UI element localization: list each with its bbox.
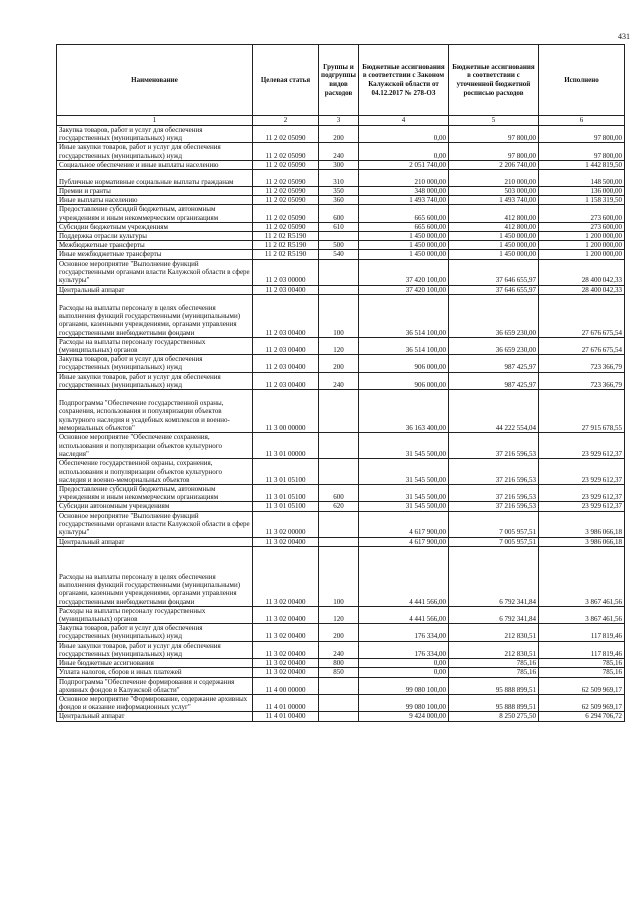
cell-name: Закупка товаров, работ и услуг для обеспечения государственных (муниципальных) нужд — [57, 624, 253, 641]
cell-executed: 3 986 066,18 — [539, 511, 625, 537]
table-row — [57, 537, 625, 546]
cell-executed: 3 867 461,56 — [539, 606, 625, 623]
cell-plan-allocation: 1 450 000,00 — [449, 250, 539, 259]
cell-expense-group — [319, 694, 359, 711]
cell-expense-group: 500 — [319, 241, 359, 250]
column-number: 3 — [319, 116, 359, 126]
cell-executed: 23 929 612,37 — [539, 459, 625, 485]
cell-plan-allocation: 36 659 230,00 — [449, 294, 539, 337]
cell-executed: 27 676 675,54 — [539, 294, 625, 337]
cell-target-code: 11 2 02 05090 — [253, 160, 319, 169]
cell-plan-allocation: 210 000,00 — [449, 170, 539, 187]
cell-name: Центральный аппарат — [57, 537, 253, 546]
cell-name: Центральный аппарат — [57, 712, 253, 721]
cell-target-code: 11 3 02 00400 — [253, 624, 319, 641]
cell-law-allocation: 906 000,00 — [359, 355, 449, 372]
cell-law-allocation: 99 080 100,00 — [359, 694, 449, 711]
cell-executed: 23 929 612,37 — [539, 433, 625, 459]
table-row — [57, 205, 625, 222]
cell-plan-allocation: 785,16 — [449, 659, 539, 668]
table-row — [57, 677, 625, 694]
cell-target-code: 11 3 02 00400 — [253, 659, 319, 668]
cell-expense-group: 200 — [319, 624, 359, 641]
cell-executed: 6 294 706,72 — [539, 712, 625, 721]
cell-law-allocation: 0,00 — [359, 143, 449, 160]
cell-law-allocation: 4 441 566,00 — [359, 606, 449, 623]
cell-executed: 23 929 612,37 — [539, 502, 625, 511]
cell-plan-allocation: 44 222 554,04 — [449, 390, 539, 433]
cell-target-code: 11 2 02 05090 — [253, 143, 319, 160]
cell-plan-allocation: 37 216 596,53 — [449, 433, 539, 459]
cell-plan-allocation: 1 493 740,00 — [449, 196, 539, 205]
cell-plan-allocation: 6 792 341,84 — [449, 606, 539, 623]
cell-expense-group: 240 — [319, 143, 359, 160]
cell-law-allocation: 4 617 900,00 — [359, 511, 449, 537]
table-row — [57, 337, 625, 354]
table-row — [57, 668, 625, 677]
cell-executed: 273 600,00 — [539, 222, 625, 231]
cell-name: Подпрограмма "Обеспечение государственной охраны, сохранения, использования и популяризации объектов культурного наследия и усадебных комплексов и военно-мемориальных объектов" — [57, 390, 253, 433]
table-row — [57, 485, 625, 502]
cell-name: Расходы на выплаты персоналу в целях обеспечения выполнения функций государственными (муниципальными) органами, казенными учреждениями, органами управления государственными внебюджетными фондами — [57, 546, 253, 606]
cell-target-code: 11 2 02 05090 — [253, 205, 319, 222]
cell-plan-allocation: 1 450 000,00 — [449, 232, 539, 241]
table-row — [57, 160, 625, 169]
cell-expense-group: 350 — [319, 187, 359, 196]
cell-target-code: 11 2 03 00400 — [253, 355, 319, 372]
cell-plan-allocation: 97 800,00 — [449, 126, 539, 143]
cell-plan-allocation: 412 800,00 — [449, 205, 539, 222]
cell-plan-allocation: 412 800,00 — [449, 222, 539, 231]
cell-target-code: 11 3 00 00000 — [253, 390, 319, 433]
cell-target-code: 11 2 02 05090 — [253, 222, 319, 231]
cell-law-allocation: 31 545 500,00 — [359, 459, 449, 485]
cell-expense-group — [319, 677, 359, 694]
cell-plan-allocation: 37 216 596,53 — [449, 459, 539, 485]
cell-name: Закупка товаров, работ и услуг для обеспечения государственных (муниципальных) нужд — [57, 355, 253, 372]
cell-law-allocation: 36 163 400,00 — [359, 390, 449, 433]
table-row — [57, 511, 625, 537]
table-row — [57, 241, 625, 250]
header-code: Целевая статья — [253, 45, 319, 116]
cell-target-code: 11 3 02 00000 — [253, 511, 319, 537]
cell-plan-allocation: 987 425,97 — [449, 355, 539, 372]
cell-expense-group: 240 — [319, 641, 359, 658]
cell-law-allocation: 176 334,00 — [359, 624, 449, 641]
cell-law-allocation: 1 450 000,00 — [359, 241, 449, 250]
cell-law-allocation: 37 420 100,00 — [359, 259, 449, 285]
cell-law-allocation: 1 450 000,00 — [359, 250, 449, 259]
cell-name: Социальное обеспечение и иные выплаты населению — [57, 160, 253, 169]
cell-name: Уплата налогов, сборов и иных платежей — [57, 668, 253, 677]
cell-executed: 97 800,00 — [539, 126, 625, 143]
cell-target-code: 11 2 03 00400 — [253, 285, 319, 294]
column-number: 2 — [253, 116, 319, 126]
cell-executed: 3 986 066,18 — [539, 537, 625, 546]
cell-law-allocation: 99 080 100,00 — [359, 677, 449, 694]
cell-name: Публичные нормативные социальные выплаты гражданам — [57, 170, 253, 187]
cell-name: Иные бюджетные ассигнования — [57, 659, 253, 668]
cell-law-allocation: 0,00 — [359, 659, 449, 668]
cell-executed: 62 509 969,17 — [539, 677, 625, 694]
cell-expense-group — [319, 390, 359, 433]
cell-plan-allocation: 97 800,00 — [449, 143, 539, 160]
table-row — [57, 196, 625, 205]
cell-law-allocation: 0,00 — [359, 126, 449, 143]
cell-name: Предоставление субсидий бюджетным, автономным учреждениям и иным некоммерческим организациям — [57, 485, 253, 502]
cell-expense-group — [319, 511, 359, 537]
cell-name: Закупка товаров, работ и услуг для обеспечения государственных (муниципальных) нужд — [57, 126, 253, 143]
table-row — [57, 126, 625, 143]
cell-law-allocation: 31 545 500,00 — [359, 433, 449, 459]
cell-law-allocation: 4 617 900,00 — [359, 537, 449, 546]
cell-executed: 28 400 042,33 — [539, 259, 625, 285]
cell-name: Основное мероприятие "Формирование, содержание архивных фондов и оказание информационных услуг" — [57, 694, 253, 711]
cell-executed: 273 600,00 — [539, 205, 625, 222]
table-row — [57, 624, 625, 641]
header-row — [57, 45, 625, 116]
cell-name: Субсидии бюджетным учреждениям — [57, 222, 253, 231]
table-row — [57, 502, 625, 511]
cell-expense-group: 100 — [319, 546, 359, 606]
cell-executed: 27 915 678,55 — [539, 390, 625, 433]
cell-plan-allocation: 37 646 655,97 — [449, 285, 539, 294]
cell-plan-allocation: 1 450 000,00 — [449, 241, 539, 250]
cell-plan-allocation: 987 425,97 — [449, 372, 539, 389]
table-row — [57, 372, 625, 389]
cell-target-code: 11 2 02 05090 — [253, 126, 319, 143]
cell-plan-allocation: 212 830,51 — [449, 641, 539, 658]
table-row — [57, 143, 625, 160]
cell-target-code: 11 3 01 05100 — [253, 459, 319, 485]
cell-target-code: 11 3 01 05100 — [253, 502, 319, 511]
cell-plan-allocation: 8 250 275,50 — [449, 712, 539, 721]
cell-expense-group: 310 — [319, 170, 359, 187]
budget-table — [56, 44, 625, 722]
cell-plan-allocation: 2 206 740,00 — [449, 160, 539, 169]
cell-expense-group: 800 — [319, 659, 359, 668]
cell-target-code: 11 2 02 R5190 — [253, 250, 319, 259]
cell-executed: 117 819,46 — [539, 624, 625, 641]
cell-target-code: 11 2 03 00400 — [253, 372, 319, 389]
cell-executed: 97 800,00 — [539, 143, 625, 160]
column-number: 1 — [57, 116, 253, 126]
cell-plan-allocation: 37 216 596,53 — [449, 502, 539, 511]
table-row — [57, 187, 625, 196]
table-row — [57, 433, 625, 459]
cell-name: Иные закупки товаров, работ и услуг для обеспечения государственных (муниципальных) нужд — [57, 641, 253, 658]
cell-target-code: 11 2 02 05090 — [253, 187, 319, 196]
cell-expense-group: 120 — [319, 606, 359, 623]
cell-expense-group — [319, 537, 359, 546]
column-number: 6 — [539, 116, 625, 126]
cell-executed: 3 867 461,56 — [539, 546, 625, 606]
cell-target-code: 11 2 02 R5190 — [253, 241, 319, 250]
cell-name: Иные межбюджетные трансферты — [57, 250, 253, 259]
cell-law-allocation: 665 600,00 — [359, 205, 449, 222]
cell-law-allocation: 1 493 740,00 — [359, 196, 449, 205]
cell-plan-allocation: 95 888 899,51 — [449, 677, 539, 694]
cell-target-code: 11 2 02 R5190 — [253, 232, 319, 241]
cell-law-allocation: 665 600,00 — [359, 222, 449, 231]
cell-law-allocation: 348 000,00 — [359, 187, 449, 196]
header-group: Группы и подгруппы видов расходов — [319, 45, 359, 116]
cell-name: Центральный аппарат — [57, 285, 253, 294]
cell-name: Премии и гранты — [57, 187, 253, 196]
cell-expense-group — [319, 232, 359, 241]
cell-target-code: 11 3 02 00400 — [253, 537, 319, 546]
cell-target-code: 11 3 01 00000 — [253, 433, 319, 459]
cell-name: Расходы на выплаты персоналу государственных (муниципальных) органов — [57, 606, 253, 623]
cell-law-allocation: 31 545 500,00 — [359, 502, 449, 511]
cell-name: Подпрограмма "Обеспечение формирования и содержания архивных фондов в Калужской области" — [57, 677, 253, 694]
cell-plan-allocation: 95 888 899,51 — [449, 694, 539, 711]
cell-name: Иные закупки товаров, работ и услуг для обеспечения государственных (муниципальных) нужд — [57, 143, 253, 160]
cell-expense-group: 540 — [319, 250, 359, 259]
cell-executed: 1 200 000,00 — [539, 250, 625, 259]
cell-target-code: 11 3 02 00400 — [253, 668, 319, 677]
cell-executed: 23 929 612,37 — [539, 485, 625, 502]
table-row — [57, 712, 625, 721]
table-row — [57, 259, 625, 285]
header-executed: Исполнено — [539, 45, 625, 116]
cell-target-code: 11 2 03 00400 — [253, 294, 319, 337]
cell-expense-group: 240 — [319, 372, 359, 389]
cell-plan-allocation: 6 792 341,84 — [449, 546, 539, 606]
cell-executed: 785,16 — [539, 668, 625, 677]
cell-expense-group: 200 — [319, 355, 359, 372]
cell-law-allocation: 9 424 000,00 — [359, 712, 449, 721]
cell-law-allocation: 176 334,00 — [359, 641, 449, 658]
cell-name: Основное мероприятие "Обеспечение сохранения, использования и популяризации объектов культурного наследия" — [57, 433, 253, 459]
cell-expense-group: 620 — [319, 502, 359, 511]
cell-target-code: 11 2 03 00000 — [253, 259, 319, 285]
cell-expense-group — [319, 459, 359, 485]
cell-name: Субсидии автономным учреждениям — [57, 502, 253, 511]
cell-executed: 723 366,79 — [539, 372, 625, 389]
cell-target-code: 11 4 01 00400 — [253, 712, 319, 721]
cell-target-code: 11 3 01 05100 — [253, 485, 319, 502]
column-number: 4 — [359, 116, 449, 126]
cell-target-code: 11 3 02 00400 — [253, 546, 319, 606]
table-row — [57, 641, 625, 658]
cell-name: Расходы на выплаты персоналу в целях обеспечения выполнения функций государственными (муниципальными) органами, казенными учреждениями, органами управления государственными внебюджетными фондами — [57, 294, 253, 337]
cell-name: Основное мероприятие "Выполнение функций государственными органами власти Калужской области в сфере культуры" — [57, 511, 253, 537]
cell-name: Иные закупки товаров, работ и услуг для обеспечения государственных (муниципальных) нужд — [57, 372, 253, 389]
cell-executed: 148 500,00 — [539, 170, 625, 187]
header-name: Наименование — [57, 45, 253, 116]
cell-executed: 117 819,46 — [539, 641, 625, 658]
header-plan-allocation: Бюджетные ассигнования в соответствии с уточненной бюджетной росписью расходов — [449, 45, 539, 116]
cell-expense-group: 200 — [319, 126, 359, 143]
cell-law-allocation: 4 441 566,00 — [359, 546, 449, 606]
table-row — [57, 250, 625, 259]
table-row — [57, 285, 625, 294]
cell-name: Обеспечение государственной охраны, сохранения, использования и популяризации объектов культурного наследия и военно-мемориальных объектов — [57, 459, 253, 485]
cell-target-code: 11 2 02 05090 — [253, 196, 319, 205]
cell-law-allocation: 31 545 500,00 — [359, 485, 449, 502]
table-row — [57, 606, 625, 623]
cell-law-allocation: 906 000,00 — [359, 372, 449, 389]
cell-law-allocation: 37 420 100,00 — [359, 285, 449, 294]
table-row — [57, 294, 625, 337]
cell-law-allocation: 1 450 000,00 — [359, 232, 449, 241]
cell-law-allocation: 36 514 100,00 — [359, 294, 449, 337]
cell-plan-allocation: 37 646 655,97 — [449, 259, 539, 285]
table-row — [57, 232, 625, 241]
page-number: 431 — [618, 32, 630, 41]
cell-target-code: 11 4 01 00000 — [253, 694, 319, 711]
cell-law-allocation: 210 000,00 — [359, 170, 449, 187]
column-number-row — [57, 116, 625, 126]
table-row — [57, 355, 625, 372]
cell-plan-allocation: 785,16 — [449, 668, 539, 677]
table-row — [57, 659, 625, 668]
table-row — [57, 222, 625, 231]
cell-name: Иные выплаты населению — [57, 196, 253, 205]
cell-name: Поддержка отрасли культуры — [57, 232, 253, 241]
cell-expense-group — [319, 285, 359, 294]
cell-plan-allocation: 36 659 230,00 — [449, 337, 539, 354]
table-row — [57, 546, 625, 606]
header-law-allocation: Бюджетные ассигнования в соответствии с Законом Калужской области от 04.12.2017 № 278-ОЗ — [359, 45, 449, 116]
cell-target-code: 11 3 02 00400 — [253, 606, 319, 623]
cell-expense-group — [319, 259, 359, 285]
cell-law-allocation: 36 514 100,00 — [359, 337, 449, 354]
table-row — [57, 459, 625, 485]
cell-target-code: 11 3 02 00400 — [253, 641, 319, 658]
cell-executed: 62 509 969,17 — [539, 694, 625, 711]
table-body — [57, 126, 625, 722]
cell-expense-group: 300 — [319, 160, 359, 169]
cell-expense-group: 610 — [319, 222, 359, 231]
cell-executed: 27 676 675,54 — [539, 337, 625, 354]
cell-expense-group: 120 — [319, 337, 359, 354]
cell-executed: 785,16 — [539, 659, 625, 668]
cell-expense-group — [319, 433, 359, 459]
cell-name: Расходы на выплаты персоналу государственных (муниципальных) органов — [57, 337, 253, 354]
cell-expense-group: 600 — [319, 205, 359, 222]
table-row — [57, 694, 625, 711]
cell-expense-group — [319, 712, 359, 721]
cell-plan-allocation: 37 216 596,53 — [449, 485, 539, 502]
cell-executed: 1 200 000,00 — [539, 232, 625, 241]
cell-target-code: 11 2 02 05090 — [253, 170, 319, 187]
cell-executed: 136 000,00 — [539, 187, 625, 196]
cell-expense-group: 100 — [319, 294, 359, 337]
cell-plan-allocation: 7 005 957,51 — [449, 537, 539, 546]
cell-executed: 723 366,79 — [539, 355, 625, 372]
cell-expense-group: 360 — [319, 196, 359, 205]
cell-expense-group: 850 — [319, 668, 359, 677]
cell-executed: 28 400 042,33 — [539, 285, 625, 294]
cell-law-allocation: 0,00 — [359, 668, 449, 677]
column-number: 5 — [449, 116, 539, 126]
cell-plan-allocation: 503 000,00 — [449, 187, 539, 196]
cell-name: Основное мероприятие "Выполнение функций государственными органами власти Калужской области в сфере культуры" — [57, 259, 253, 285]
cell-law-allocation: 2 051 740,00 — [359, 160, 449, 169]
cell-executed: 1 158 319,50 — [539, 196, 625, 205]
cell-executed: 1 200 000,00 — [539, 241, 625, 250]
cell-target-code: 11 4 00 00000 — [253, 677, 319, 694]
cell-plan-allocation: 7 005 957,51 — [449, 511, 539, 537]
cell-plan-allocation: 212 830,51 — [449, 624, 539, 641]
cell-target-code: 11 2 03 00400 — [253, 337, 319, 354]
cell-name: Межбюджетные трансферты — [57, 241, 253, 250]
cell-executed: 1 442 819,50 — [539, 160, 625, 169]
table-row — [57, 390, 625, 433]
table-row — [57, 170, 625, 187]
cell-expense-group: 600 — [319, 485, 359, 502]
cell-name: Предоставление субсидий бюджетным, автономным учреждениям и иным некоммерческим организациям — [57, 205, 253, 222]
